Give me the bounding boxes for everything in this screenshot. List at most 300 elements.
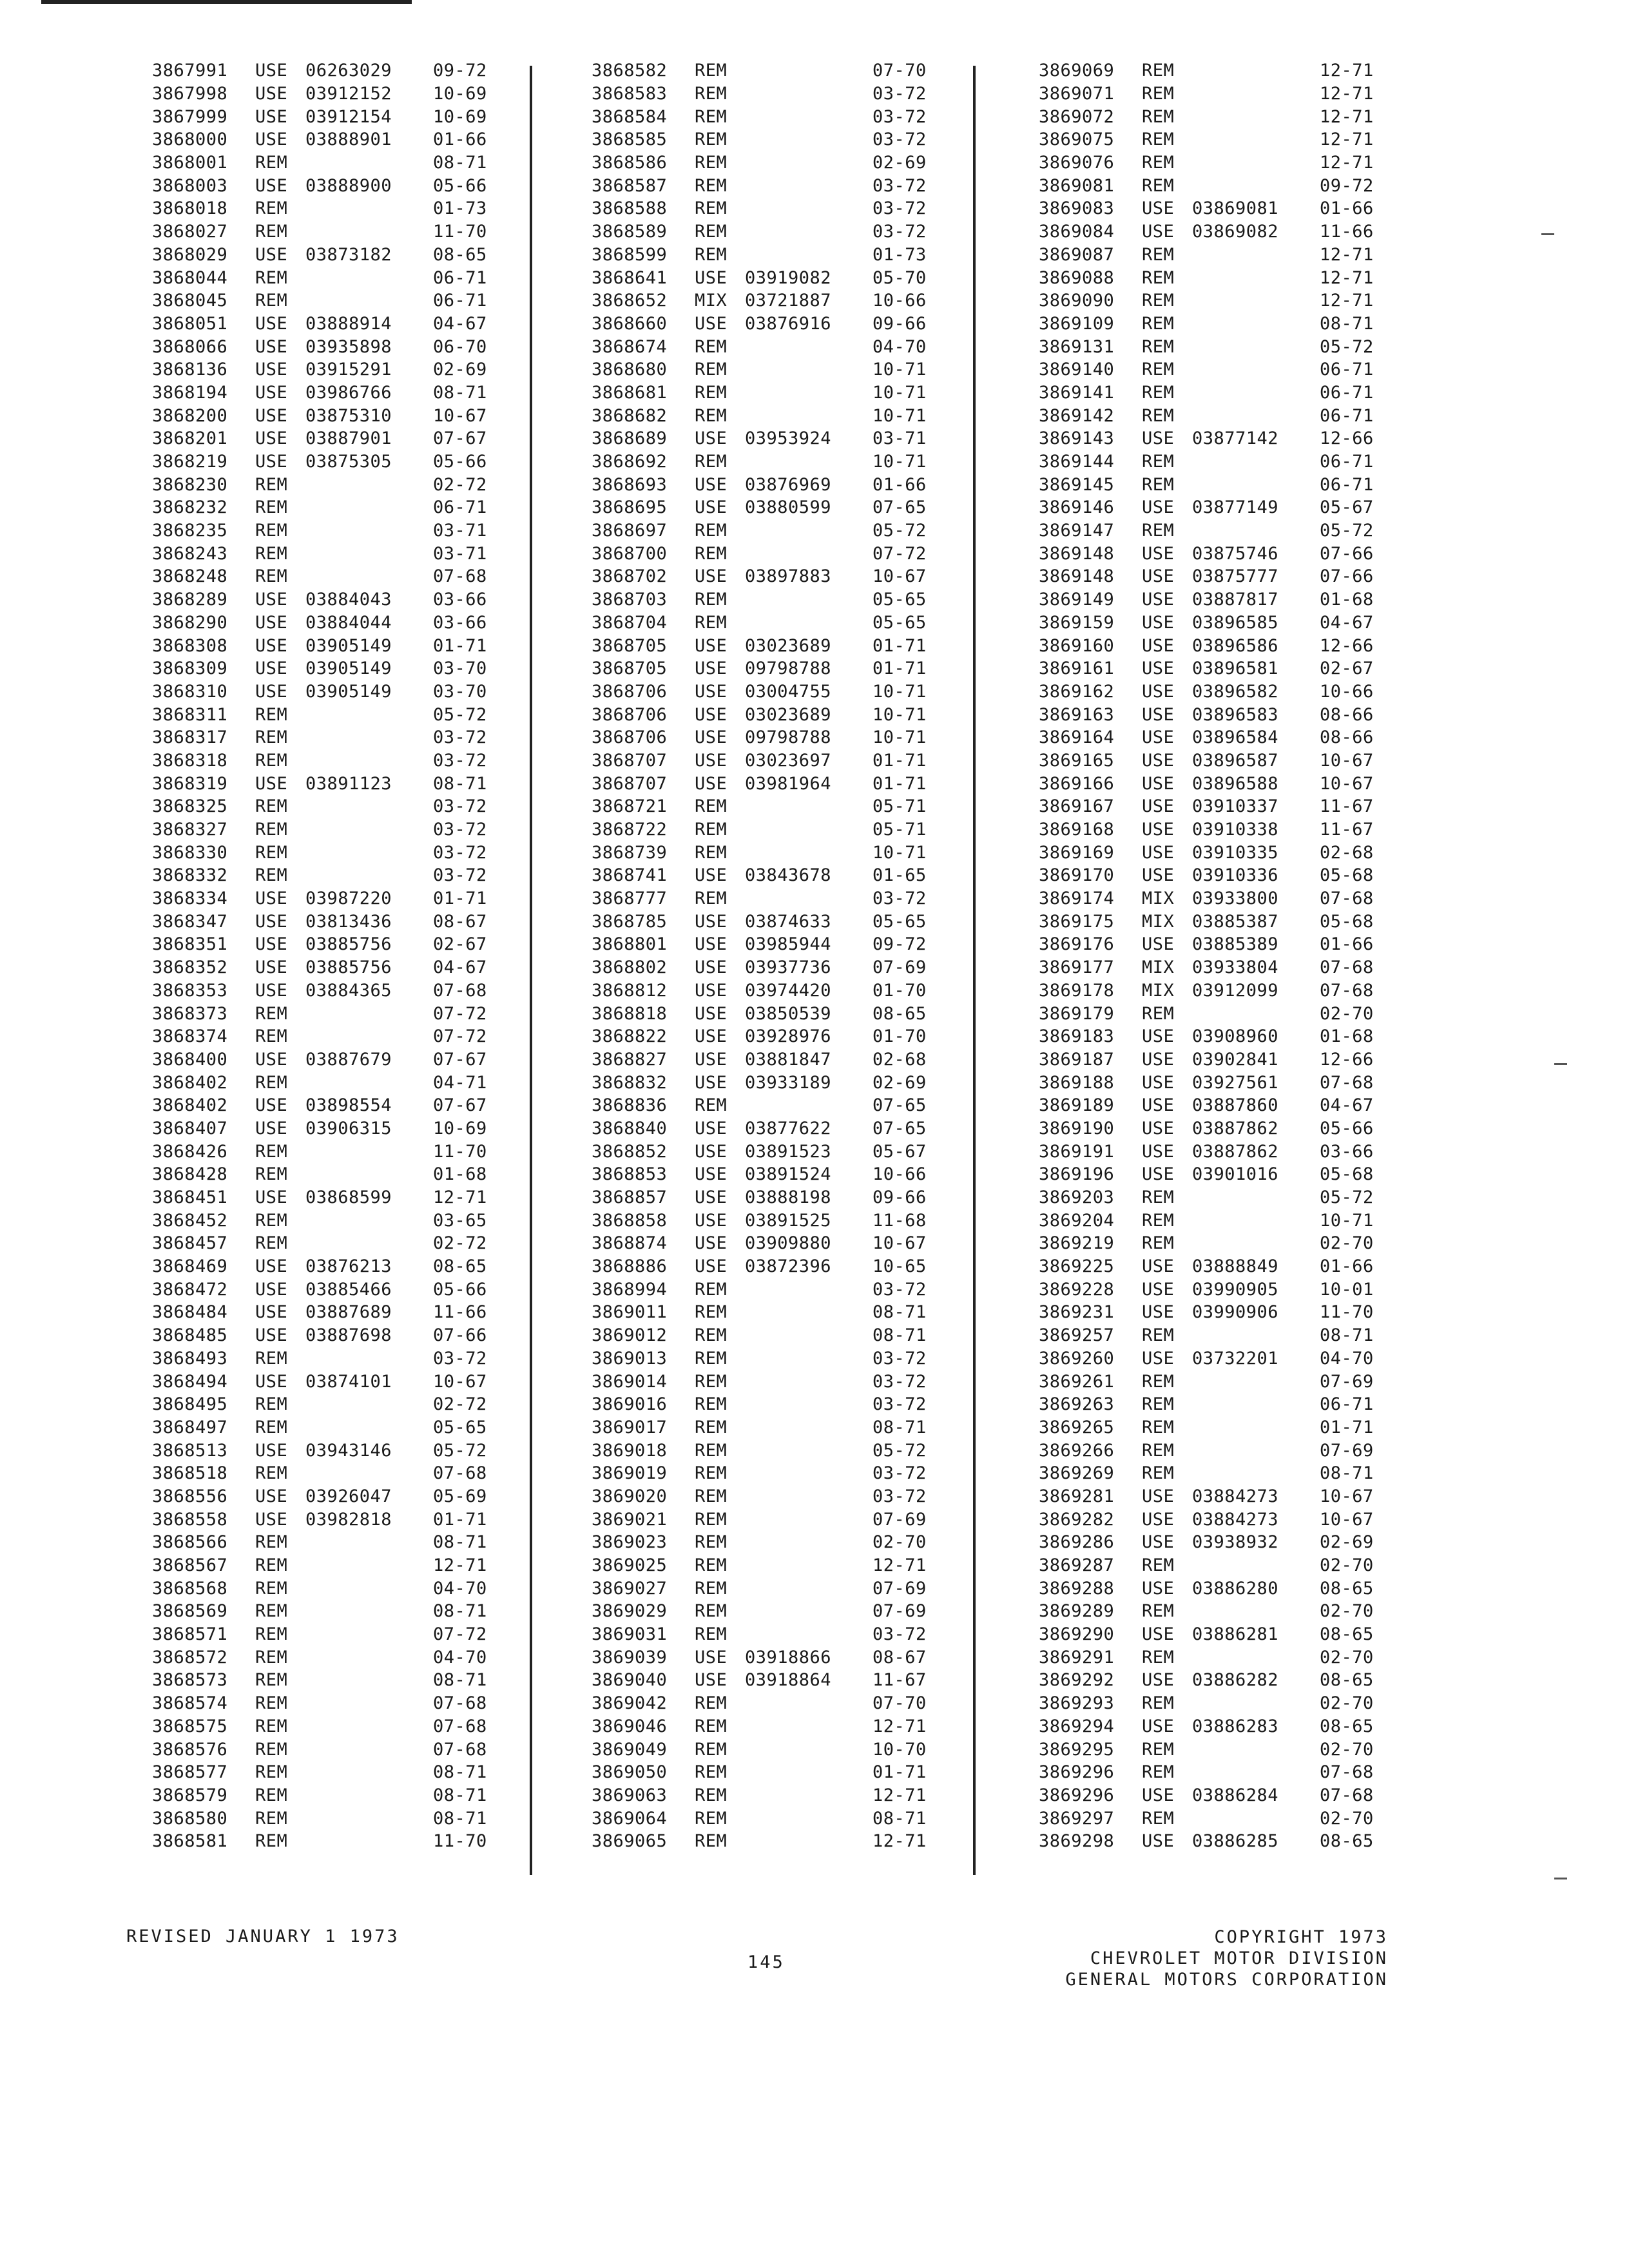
reference-number: 03891524 bbox=[745, 1164, 832, 1185]
table-row bbox=[1039, 1439, 1400, 1462]
part-number: 3868585 bbox=[592, 130, 668, 150]
part-number: 3869140 bbox=[1039, 360, 1115, 380]
table-row bbox=[152, 864, 513, 887]
table-row bbox=[592, 1094, 952, 1117]
reference-number: 03875777 bbox=[1192, 566, 1279, 587]
effective-date: 05-72 bbox=[872, 1440, 927, 1461]
action-code: REM bbox=[695, 796, 728, 817]
action-code: REM bbox=[695, 820, 728, 840]
part-number: 3869219 bbox=[1039, 1233, 1115, 1254]
action-code: USE bbox=[255, 1325, 288, 1346]
action-code: REM bbox=[1142, 405, 1175, 426]
table-row bbox=[152, 841, 513, 864]
effective-date: 02-70 bbox=[1320, 1739, 1374, 1760]
effective-date: 03-72 bbox=[872, 222, 927, 242]
action-code: USE bbox=[695, 1670, 728, 1691]
part-number: 3868200 bbox=[152, 405, 228, 426]
action-code: REM bbox=[255, 1785, 288, 1805]
action-code: REM bbox=[1142, 84, 1175, 104]
reference-number: 03869081 bbox=[1192, 198, 1279, 219]
effective-date: 03-72 bbox=[872, 1624, 927, 1645]
part-number: 3869204 bbox=[1039, 1210, 1115, 1231]
table-row bbox=[592, 1531, 952, 1554]
table-row bbox=[1039, 427, 1400, 450]
part-number: 3869143 bbox=[1039, 428, 1115, 449]
action-code: REM bbox=[255, 1463, 288, 1484]
effective-date: 07-67 bbox=[433, 428, 487, 449]
effective-date: 03-70 bbox=[433, 658, 487, 679]
reference-number: 03928976 bbox=[745, 1026, 832, 1047]
action-code: REM bbox=[255, 842, 288, 863]
effective-date: 02-70 bbox=[1320, 1808, 1374, 1829]
table-row bbox=[592, 358, 952, 381]
reference-number: 03888198 bbox=[745, 1187, 832, 1208]
table-row bbox=[1039, 818, 1400, 841]
effective-date: 07-66 bbox=[1320, 543, 1374, 564]
action-code: USE bbox=[695, 911, 728, 932]
effective-date: 02-68 bbox=[872, 1049, 927, 1070]
action-code: USE bbox=[255, 452, 288, 472]
action-code: REM bbox=[695, 1371, 728, 1392]
table-row bbox=[1039, 1186, 1400, 1209]
table-row bbox=[152, 82, 513, 106]
table-row bbox=[592, 1324, 952, 1347]
part-number: 3869023 bbox=[592, 1532, 668, 1553]
effective-date: 02-72 bbox=[433, 1394, 487, 1415]
action-code: USE bbox=[695, 1003, 728, 1024]
action-code: REM bbox=[255, 1141, 288, 1162]
table-row bbox=[152, 1784, 513, 1807]
action-code: USE bbox=[255, 405, 288, 426]
effective-date: 03-72 bbox=[433, 842, 487, 863]
table-row bbox=[152, 1692, 513, 1715]
part-number: 3868243 bbox=[152, 543, 228, 564]
table-row bbox=[1039, 59, 1400, 82]
effective-date: 06-71 bbox=[1320, 474, 1374, 495]
reference-number: 03888849 bbox=[1192, 1256, 1279, 1277]
table-row bbox=[152, 1439, 513, 1462]
table-row bbox=[152, 887, 513, 910]
action-code: REM bbox=[255, 566, 288, 587]
reference-number: 03884273 bbox=[1192, 1509, 1279, 1530]
effective-date: 03-72 bbox=[872, 1279, 927, 1300]
action-code: REM bbox=[695, 84, 728, 104]
reference-number: 03985944 bbox=[745, 934, 832, 955]
action-code: REM bbox=[255, 1164, 288, 1185]
action-code: USE bbox=[1142, 198, 1175, 219]
effective-date: 03-72 bbox=[872, 130, 927, 150]
effective-date: 02-68 bbox=[1320, 842, 1374, 863]
part-number: 3868641 bbox=[592, 267, 668, 288]
effective-date: 06-71 bbox=[1320, 382, 1374, 403]
table-row bbox=[1039, 657, 1400, 680]
reference-number: 03918864 bbox=[745, 1670, 832, 1691]
effective-date: 12-71 bbox=[433, 1555, 487, 1576]
action-code: USE bbox=[695, 681, 728, 702]
part-number: 3868457 bbox=[152, 1233, 228, 1254]
action-code: REM bbox=[1142, 360, 1175, 380]
reference-number: 03935898 bbox=[305, 336, 392, 357]
reference-number: 03886285 bbox=[1192, 1831, 1279, 1852]
effective-date: 04-67 bbox=[433, 957, 487, 978]
part-number: 3868518 bbox=[152, 1463, 228, 1484]
reference-number: 03982818 bbox=[305, 1509, 392, 1530]
part-number: 3869146 bbox=[1039, 497, 1115, 518]
part-number: 3868497 bbox=[152, 1417, 228, 1437]
action-code: USE bbox=[255, 1095, 288, 1116]
action-code: USE bbox=[255, 911, 288, 932]
action-code: REM bbox=[255, 521, 288, 541]
table-row bbox=[592, 726, 952, 749]
action-code: REM bbox=[695, 1417, 728, 1437]
effective-date: 01-68 bbox=[1320, 590, 1374, 610]
reference-number: 03986766 bbox=[305, 382, 392, 403]
part-number: 3869083 bbox=[1039, 198, 1115, 219]
effective-date: 04-67 bbox=[1320, 1095, 1374, 1116]
table-row bbox=[592, 772, 952, 795]
effective-date: 04-70 bbox=[872, 336, 927, 357]
action-code: REM bbox=[255, 267, 288, 288]
part-number: 3868045 bbox=[152, 291, 228, 311]
effective-date: 09-66 bbox=[872, 313, 927, 334]
table-row bbox=[1039, 496, 1400, 519]
part-number: 3869019 bbox=[592, 1463, 668, 1484]
action-code: USE bbox=[695, 566, 728, 587]
reference-number: 03721887 bbox=[745, 291, 832, 311]
action-code: USE bbox=[695, 474, 728, 495]
reference-number: 03887862 bbox=[1192, 1141, 1279, 1162]
table-row bbox=[152, 312, 513, 336]
effective-date: 07-68 bbox=[433, 1463, 487, 1484]
table-row bbox=[592, 1692, 952, 1715]
part-number: 3869069 bbox=[1039, 61, 1115, 81]
reference-number: 03901016 bbox=[1192, 1164, 1279, 1185]
action-code: REM bbox=[695, 130, 728, 150]
effective-date: 10-71 bbox=[872, 842, 927, 863]
effective-date: 01-65 bbox=[872, 865, 927, 886]
table-row bbox=[1039, 1370, 1400, 1393]
action-code: USE bbox=[1142, 1831, 1175, 1852]
effective-date: 07-65 bbox=[872, 1095, 927, 1116]
part-number: 3869072 bbox=[1039, 106, 1115, 127]
action-code: USE bbox=[695, 428, 728, 449]
action-code: USE bbox=[255, 1187, 288, 1208]
effective-date: 07-66 bbox=[1320, 566, 1374, 587]
part-number: 3868353 bbox=[152, 980, 228, 1001]
part-number: 3868558 bbox=[152, 1509, 228, 1530]
part-number: 3869160 bbox=[1039, 635, 1115, 656]
table-row bbox=[152, 1255, 513, 1278]
effective-date: 03-72 bbox=[872, 1394, 927, 1415]
effective-date: 08-65 bbox=[1320, 1831, 1374, 1852]
action-code: USE bbox=[695, 497, 728, 518]
reference-number: 03909880 bbox=[745, 1233, 832, 1254]
action-code: REM bbox=[695, 175, 728, 196]
action-code: REM bbox=[1142, 1003, 1175, 1024]
part-number: 3868513 bbox=[152, 1440, 228, 1461]
part-number: 3868232 bbox=[152, 497, 228, 518]
table-row bbox=[1039, 105, 1400, 128]
effective-date: 12-71 bbox=[872, 1716, 927, 1736]
effective-date: 08-71 bbox=[433, 153, 487, 173]
effective-date: 01-66 bbox=[1320, 198, 1374, 219]
action-code: USE bbox=[255, 106, 288, 127]
effective-date: 08-65 bbox=[1320, 1624, 1374, 1645]
part-number: 3868706 bbox=[592, 704, 668, 725]
effective-date: 10-71 bbox=[1320, 1210, 1374, 1231]
action-code: REM bbox=[695, 1601, 728, 1622]
effective-date: 08-71 bbox=[433, 382, 487, 403]
reference-number: 03877149 bbox=[1192, 497, 1279, 518]
part-number: 3869167 bbox=[1039, 796, 1115, 817]
part-number: 3868136 bbox=[152, 360, 228, 380]
effective-date: 12-71 bbox=[1320, 267, 1374, 288]
action-code: REM bbox=[255, 198, 288, 219]
action-code: USE bbox=[255, 428, 288, 449]
table-row bbox=[592, 933, 952, 956]
part-number: 3868485 bbox=[152, 1325, 228, 1346]
table-row bbox=[592, 542, 952, 565]
effective-date: 10-67 bbox=[433, 405, 487, 426]
effective-date: 07-69 bbox=[872, 1509, 927, 1530]
part-number: 3868567 bbox=[152, 1555, 228, 1576]
effective-date: 09-72 bbox=[1320, 175, 1374, 196]
effective-date: 10-71 bbox=[872, 382, 927, 403]
table-row bbox=[1039, 1393, 1400, 1416]
action-code: USE bbox=[1142, 1118, 1175, 1139]
effective-date: 08-71 bbox=[433, 773, 487, 794]
part-number: 3868332 bbox=[152, 865, 228, 886]
action-code: REM bbox=[1142, 452, 1175, 472]
table-row bbox=[1039, 1094, 1400, 1117]
table-row bbox=[1039, 588, 1400, 611]
part-number: 3869293 bbox=[1039, 1693, 1115, 1714]
table-row bbox=[1039, 174, 1400, 197]
reference-number: 03918866 bbox=[745, 1647, 832, 1667]
reference-number: 03887698 bbox=[305, 1325, 392, 1346]
table-row bbox=[1039, 197, 1400, 220]
part-number: 3868003 bbox=[152, 175, 228, 196]
part-number: 3867991 bbox=[152, 61, 228, 81]
table-row bbox=[592, 1140, 952, 1163]
action-code: REM bbox=[695, 1463, 728, 1484]
table-row bbox=[1039, 82, 1400, 106]
action-code: USE bbox=[695, 1647, 728, 1667]
action-code: REM bbox=[255, 704, 288, 725]
table-row bbox=[592, 381, 952, 405]
part-number: 3868327 bbox=[152, 820, 228, 840]
action-code: USE bbox=[1142, 1716, 1175, 1736]
table-row bbox=[592, 1462, 952, 1485]
effective-date: 03-72 bbox=[872, 1486, 927, 1506]
table-row bbox=[592, 1485, 952, 1508]
effective-date: 02-70 bbox=[1320, 1601, 1374, 1622]
effective-date: 05-72 bbox=[1320, 336, 1374, 357]
effective-date: 07-69 bbox=[1320, 1440, 1374, 1461]
table-row bbox=[592, 220, 952, 244]
table-row bbox=[1039, 358, 1400, 381]
part-number: 3868704 bbox=[592, 612, 668, 633]
reference-number: 03905149 bbox=[305, 681, 392, 702]
action-code: USE bbox=[1142, 543, 1175, 564]
table-row bbox=[152, 174, 513, 197]
table-row bbox=[152, 1531, 513, 1554]
reference-number: 03887817 bbox=[1192, 590, 1279, 610]
table-row bbox=[152, 1669, 513, 1692]
table-row bbox=[592, 1370, 952, 1393]
effective-date: 08-71 bbox=[433, 1762, 487, 1783]
action-code: USE bbox=[1142, 865, 1175, 886]
action-code: USE bbox=[1142, 1624, 1175, 1645]
part-number: 3868777 bbox=[592, 889, 668, 909]
table-row bbox=[152, 427, 513, 450]
reference-number: 03910336 bbox=[1192, 865, 1279, 886]
part-number: 3869174 bbox=[1039, 889, 1115, 909]
table-row bbox=[152, 1416, 513, 1439]
table-row bbox=[152, 1646, 513, 1669]
action-code: REM bbox=[695, 153, 728, 173]
table-row bbox=[592, 404, 952, 427]
part-number: 3869147 bbox=[1039, 521, 1115, 541]
part-number: 3868693 bbox=[592, 474, 668, 495]
part-number: 3868402 bbox=[152, 1072, 228, 1093]
effective-date: 07-68 bbox=[1320, 980, 1374, 1001]
table-row bbox=[1039, 611, 1400, 635]
action-code: USE bbox=[255, 1049, 288, 1070]
part-number: 3869294 bbox=[1039, 1716, 1115, 1736]
part-number: 3869228 bbox=[1039, 1279, 1115, 1300]
effective-date: 05-71 bbox=[872, 820, 927, 840]
effective-date: 02-72 bbox=[433, 474, 487, 495]
part-number: 3868785 bbox=[592, 911, 668, 932]
reference-number: 03887679 bbox=[305, 1049, 392, 1070]
action-code: USE bbox=[1142, 773, 1175, 794]
action-code: REM bbox=[255, 727, 288, 748]
effective-date: 05-68 bbox=[1320, 1164, 1374, 1185]
reference-number: 03884044 bbox=[305, 612, 392, 633]
table-row bbox=[152, 1577, 513, 1600]
table-row bbox=[1039, 1117, 1400, 1140]
part-number: 3868309 bbox=[152, 658, 228, 679]
effective-date: 12-71 bbox=[872, 1555, 927, 1576]
part-number: 3869231 bbox=[1039, 1302, 1115, 1323]
table-row bbox=[1039, 1830, 1400, 1853]
table-row bbox=[152, 105, 513, 128]
part-number: 3869142 bbox=[1039, 405, 1115, 426]
reference-number: 03896585 bbox=[1192, 612, 1279, 633]
effective-date: 10-70 bbox=[872, 1739, 927, 1760]
action-code: REM bbox=[255, 820, 288, 840]
part-number: 3868451 bbox=[152, 1187, 228, 1208]
table-row bbox=[1039, 128, 1400, 151]
part-number: 3868697 bbox=[592, 521, 668, 541]
part-number: 3868308 bbox=[152, 635, 228, 656]
part-number: 3868581 bbox=[152, 1831, 228, 1852]
action-code: USE bbox=[1142, 428, 1175, 449]
part-number: 3868001 bbox=[152, 153, 228, 173]
reference-number: 03933800 bbox=[1192, 889, 1279, 909]
table-row bbox=[592, 1209, 952, 1232]
table-row bbox=[1039, 1025, 1400, 1048]
reference-number: 03896586 bbox=[1192, 635, 1279, 656]
table-row bbox=[592, 749, 952, 773]
table-row bbox=[592, 1508, 952, 1531]
table-row bbox=[592, 1347, 952, 1370]
action-code: USE bbox=[695, 1233, 728, 1254]
effective-date: 07-68 bbox=[433, 980, 487, 1001]
reference-number: 03874101 bbox=[305, 1371, 392, 1392]
part-number: 3868681 bbox=[592, 382, 668, 403]
table-row bbox=[1039, 1508, 1400, 1531]
action-code: REM bbox=[255, 291, 288, 311]
table-row bbox=[152, 726, 513, 749]
effective-date: 05-72 bbox=[433, 1440, 487, 1461]
part-number: 3869265 bbox=[1039, 1417, 1115, 1437]
part-number: 3868452 bbox=[152, 1210, 228, 1231]
part-number: 3868589 bbox=[592, 222, 668, 242]
action-code: REM bbox=[695, 106, 728, 127]
reference-number: 03898554 bbox=[305, 1095, 392, 1116]
effective-date: 12-71 bbox=[1320, 153, 1374, 173]
reference-number: 03886284 bbox=[1192, 1785, 1279, 1805]
table-row bbox=[152, 818, 513, 841]
action-code: REM bbox=[695, 1693, 728, 1714]
reference-number: 03919082 bbox=[745, 267, 832, 288]
action-code: REM bbox=[255, 1578, 288, 1599]
part-number: 3868374 bbox=[152, 1026, 228, 1047]
action-code: USE bbox=[255, 635, 288, 656]
action-code: REM bbox=[1142, 1762, 1175, 1783]
effective-date: 10-69 bbox=[433, 106, 487, 127]
action-code: REM bbox=[255, 1417, 288, 1437]
action-code: USE bbox=[1142, 1164, 1175, 1185]
action-code: USE bbox=[1142, 1670, 1175, 1691]
action-code: USE bbox=[255, 130, 288, 150]
part-number: 3869177 bbox=[1039, 957, 1115, 978]
reference-number: 03881847 bbox=[745, 1049, 832, 1070]
effective-date: 05-66 bbox=[433, 452, 487, 472]
part-number: 3869176 bbox=[1039, 934, 1115, 955]
action-code: REM bbox=[695, 1302, 728, 1323]
effective-date: 12-66 bbox=[1320, 428, 1374, 449]
part-number: 3869144 bbox=[1039, 452, 1115, 472]
action-code: REM bbox=[1142, 1440, 1175, 1461]
effective-date: 03-71 bbox=[872, 428, 927, 449]
part-number: 3869018 bbox=[592, 1440, 668, 1461]
table-row bbox=[592, 473, 952, 496]
table-row bbox=[152, 1761, 513, 1784]
effective-date: 03-72 bbox=[872, 175, 927, 196]
effective-date: 12-71 bbox=[1320, 61, 1374, 81]
action-code: REM bbox=[695, 1095, 728, 1116]
part-number: 3868707 bbox=[592, 750, 668, 771]
action-code: REM bbox=[695, 1486, 728, 1506]
table-row bbox=[1039, 933, 1400, 956]
part-number: 3868579 bbox=[152, 1785, 228, 1805]
table-row bbox=[1039, 1669, 1400, 1692]
action-code: USE bbox=[1142, 1532, 1175, 1553]
action-code: REM bbox=[1142, 291, 1175, 311]
effective-date: 08-67 bbox=[872, 1647, 927, 1667]
action-code: REM bbox=[1142, 313, 1175, 334]
effective-date: 07-67 bbox=[433, 1049, 487, 1070]
part-number: 3868493 bbox=[152, 1348, 228, 1369]
part-number: 3868573 bbox=[152, 1670, 228, 1691]
part-number: 3868586 bbox=[592, 153, 668, 173]
part-number: 3868812 bbox=[592, 980, 668, 1001]
effective-date: 07-72 bbox=[433, 1026, 487, 1047]
reference-number: 03023689 bbox=[745, 704, 832, 725]
